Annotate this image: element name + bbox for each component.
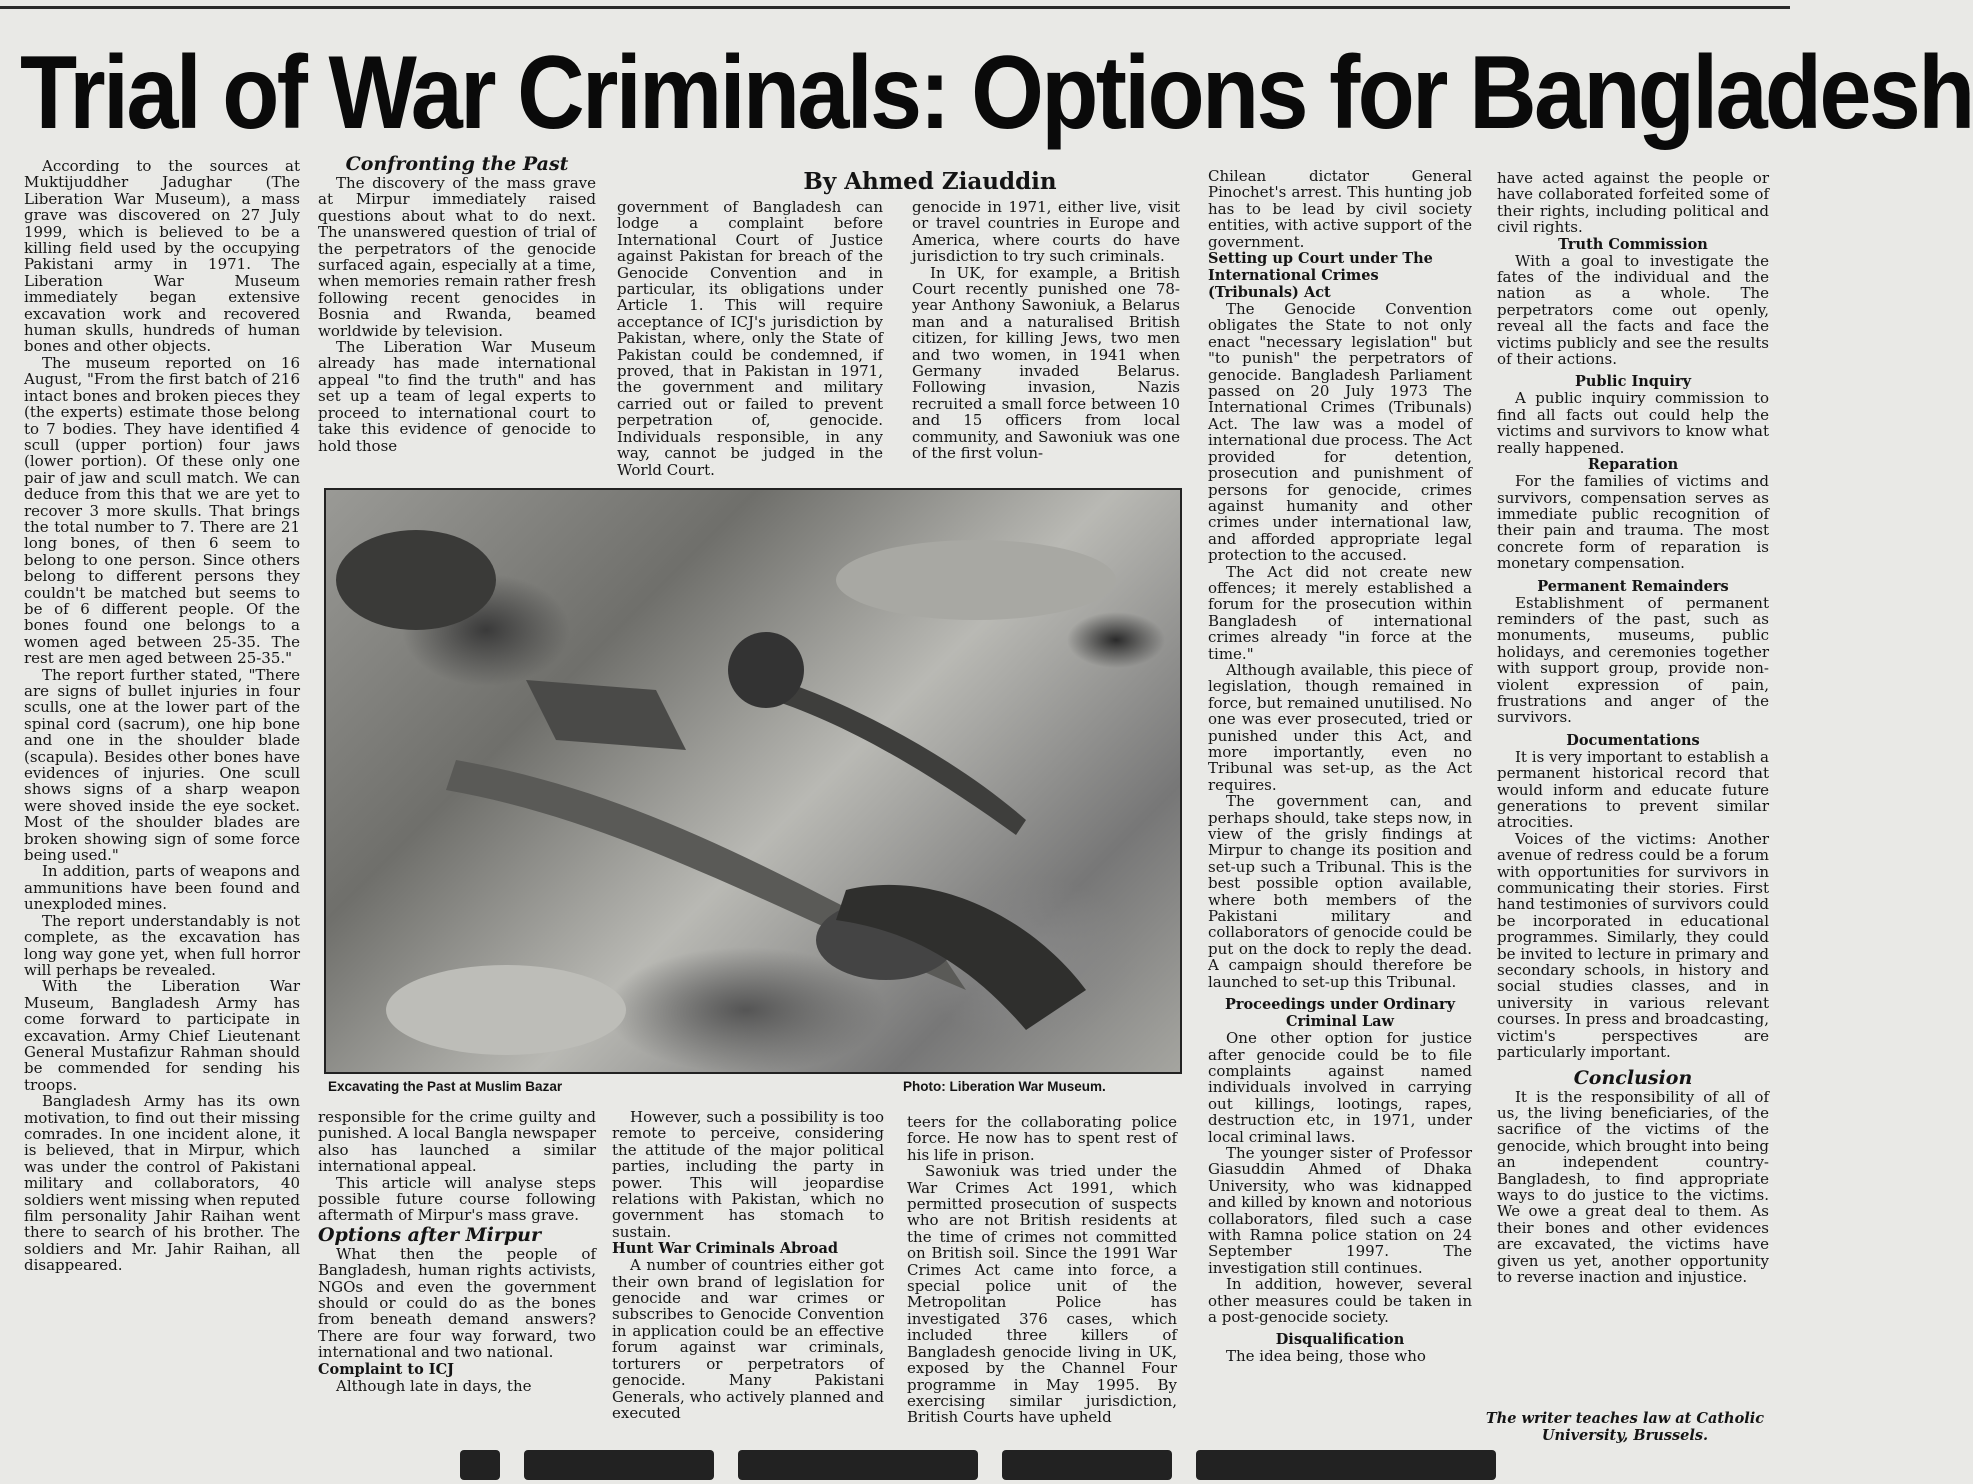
paragraph: The report further stated, "There are signs of bullet injuries in four sculls, one at the lower part of the spinal cord (sacrum), one hip bone and one in the shoulder blade (scapula). Besides other bones have evidences of injuries. One scull shows signs of a sharp weapon were shoved inside the eye socket. Most of the shoulder blades are broken showing sign of some force being used." (24, 665, 300, 865)
section-heading-conclusion: Conclusion (1573, 1066, 1693, 1089)
column-2-bottom (318, 1109, 596, 1434)
subheading-truth-commission: Truth Commission (1558, 235, 1708, 253)
photo-caption: Excavating the Past at Muslim Bazar (328, 1079, 563, 1094)
column-5 (1208, 168, 1472, 1438)
section-heading-options: Options after Mirpur (318, 1223, 541, 1246)
paragraph: With a goal to investigate the fates of the individual and the nation as a whole. The perpetrators come out openly, reveal all the facts and face the victims publicly and see the results of their actions. (1497, 251, 1769, 369)
paragraph: For the families of victims and survivors, compensation serves as immediate public recognition of their pain and trauma. The most concrete form of reparation is monetary compensation. (1497, 472, 1769, 573)
subheading-ordinary-criminal-law: Proceedings under Ordinary Criminal Law (1224, 996, 1456, 1031)
paragraph: Voices of the victims: Another avenue of redress could be a forum with opportunities for survivors in communicating their stories. First hand testimonies of survivors could be incorporated in educational programmes. Similarly, they could be invited to lecture in primary and secondary schools, in history and social studies classes, and in university in various relevant courses. In press and broadcasting, victim's perspectives are particularly important. (1497, 829, 1769, 1062)
paragraph: Chilean dictator General Pinochet's arrest. This hunting job has to be lead by civil society entities, with active support of the government. (1208, 167, 1472, 251)
paragraph: The idea being, those who (1226, 1347, 1426, 1366)
next-article-headline-fragment (460, 1450, 1710, 1466)
subheading-documentations: Documentations (1566, 731, 1700, 749)
subheading-public-inquiry: Public Inquiry (1574, 373, 1692, 391)
paragraph: One other option for justice after genocide could be to file complaints against named individuals involved in carrying out killings, lootings, rapes, destruction etc, in 1971, under local criminal laws. (1208, 1029, 1472, 1146)
subheading-reparation: Reparation (1587, 456, 1679, 474)
paragraph: genocide in 1971, either live, visit or travel countries in Europe and America, where courts do have jurisdiction to try such criminals. (912, 198, 1180, 266)
paragraph: Although available, this piece of legislation, though remained in force, but remained unutilised. No one was ever prosecuted, tried or punished under this Act, and more importantly, even no Tribunal was set-up, as the Act requires. (1208, 660, 1472, 794)
top-rule (0, 6, 1790, 9)
page-headline: Trial of War Criminals: Options for Bangladesh (20, 35, 1973, 151)
soil-shape (336, 530, 496, 630)
photo-credit: Photo: Liberation War Museum. (903, 1079, 1106, 1094)
paragraph: Bangladesh Army has its own motivation, to find out their missing comrades. In one incident alone, it is believed, that in Mirpur, which was under the control of Pakistani military and collaborators, 40 soldiers went missing when reputed film personality Jahir Raihan went there to search of his brother. The soldiers and Mr. Jahir Raihan, all disappeared. (24, 1092, 300, 1275)
paragraph: What then the people of Bangladesh, human rights activists, NGOs and even the government should or could do as the bones from beneath demand answers? There are four way forward, two international and two national. (318, 1244, 596, 1362)
cloth-shape (836, 540, 1116, 620)
subheading-disqualification: Disqualification (1275, 1331, 1405, 1349)
paragraph: Sawoniuk was tried under the War Crimes Act 1991, which permitted prosecution of suspects who are not British residents at the time of crimes not committed on British soil. Since the 1991 War Crimes Act came into force, a special police unit of the Metropolitan Police has investigated 376 cases, which included three killers of Bangladesh genocide living in UK, exposed by the Channel Four programme in May 1995. By exercising similar jurisdiction, British Courts have upheld (907, 1162, 1177, 1427)
paragraph: The report understandably is not complete, as the excavation has long way gone yet, when full horror will perhaps be revealed. (24, 911, 300, 979)
column-1 (24, 158, 300, 1430)
paragraph: The Genocide Convention obligates the State to not only enact "necessary legislation" but "to punish" the perpetrators of genocide. Bangladesh Parliament passed on 20 July 1973 The International Crimes (Tribunals) Act. The law was a model of international due process. The Act provided for detention, prosecution and punishment of persons for genocide, crimes against humanity and other crimes under international law, and afforded appropriate legal protection to the accused. (1208, 300, 1472, 565)
paragraph: The Act did not create new offences; it merely established a forum for the prosecution within Bangladesh of international crimes already "in force at the time." (1208, 562, 1472, 663)
paragraph: It is the responsibility of all of us, the living beneficiaries, of the sacrifice of the victims of the genocide, which brought into being an independent country-Bangladesh, to find appropriate ways to do justice to the victims. We owe a great deal to them. As their bones and other evidences are excavated, the victims have given us yet, another opportunity to reverse inaction and injustice. (1497, 1087, 1769, 1286)
paragraph: The Liberation War Museum already has made international appeal "to find the truth" and has set up a team of legal experts to proceed to international court to take this evidence of genocide to hold those (318, 338, 596, 455)
bone-fragment-shape (526, 680, 686, 750)
bones-illustration (326, 490, 1184, 1076)
paragraph: It is very important to establish a permanent historical record that would inform and educate future generations to prevent similar atrocities. (1497, 747, 1769, 832)
paragraph: In addition, however, several other measures could be taken in a post-genocide society. (1208, 1275, 1472, 1326)
cloth-shape (386, 965, 626, 1055)
section-heading-confronting: Confronting the Past (345, 153, 569, 175)
subheading-permanent-remainders: Permanent Remainders (1537, 577, 1729, 595)
column-4-bottom (907, 1114, 1177, 1434)
paragraph: Although late in days, the (336, 1376, 532, 1395)
paragraph: The museum reported on 16 August, "From the first batch of 216 intact bones and broken pieces they (the experts) estimate those belong to 7 bodies. They have identified 4 scull (upper portion) four jaws (lower portion). Of these only one pair of jaw and scull match. We can deduce from this that we are yet to recover 3 more skulls. That brings the total number to 7. There are 21 long bones, of then 6 seem to belong to one person. Since others belong to different persons they couldn't be matched but seems to be of 6 different people. Of the bones found one belongs to a women aged between 25-35. The rest are men aged between 25-35." (24, 353, 300, 668)
paragraph: The discovery of the mass grave at Mirpur immediately raised questions about what to do next. The unanswered question of trial of the perpetrators of the genocide surfaced again, especially at a time, when memories remain rather fresh following recent genocides in Bosnia and Rwanda, beamed worldwide by television. (318, 174, 596, 340)
paragraph: The government can, and perhaps should, take steps now, in view of the grisly findings at Mirpur to change its position and set-up such a Tribunal. This is the best possible option available, where both members of the Pakistani military and collaborators of genocide could be put on the dock to reply the dead. A campaign should therefore be launched to set-up this Tribunal. (1208, 792, 1472, 991)
paragraph: responsible for the crime guilty and punished. A local Bangla newspaper also has launched a similar international appeal. (318, 1108, 596, 1176)
subheading-setting-up-court: Setting up Court under The International Crimes (Tribunals) Act (1208, 250, 1433, 302)
paragraph: With the Liberation War Museum, Bangladesh Army has come forward to participate in excavation. Army Chief Lieutenant General Mustafizur Rahman should be commended for sending his troops. (24, 977, 300, 1094)
paragraph: A number of countries either got their own brand of legislation for genocide and war crimes or subscribes to Genocide Convention in application could be an effective forum against war criminals, torturers or perpetrators of genocide. Many Pakistani Generals, who actively planned and executed (612, 1256, 884, 1422)
excavation-photo (324, 488, 1182, 1074)
paragraph: teers for the collaborating police force. He now has to spent rest of his life in prison. (907, 1113, 1177, 1164)
column-6 (1497, 170, 1769, 1408)
paragraph: However, such a possibility is too remote to perceive, considering the attitude of the major political parties, including the party in power. This will jeopardise relations with Pakistan, which no government has stomach to sustain. (612, 1108, 884, 1241)
column-3-bottom (612, 1109, 884, 1434)
bone-joint-shape (728, 632, 804, 708)
paragraph: In addition, parts of weapons and ammunitions have been found and unexploded mines. (24, 862, 300, 914)
paragraph: government of Bangladesh can lodge a complaint before International Court of Justice against Pakistan for breach of the Genocide Convention and in particular, its obligations under Article 1. This will require acceptance of ICJ's jurisdiction by Pakistan, where, only the State of Pakistan could be condemned, if proved, that in Pakistan in 1971, the government and military carried out or failed to prevent perpetration of, genocide. Individuals responsible, in any way, cannot be judged in the World Court. (617, 198, 883, 479)
paragraph: According to the sources at Muktijuddher Jadughar (The Liberation War Museum), a mass grave was discovered on 27 July 1999, which is believed to be a killing field used by the occupying Pakistani army in 1971. The Liberation War Museum immediately began extensive excavation work and recovered human skulls, hundreds of human bones and other objects. (24, 157, 300, 356)
subheading-hunt-abroad: Hunt War Criminals Abroad (612, 1240, 839, 1258)
paragraph: In UK, for example, a British Court recently punished one 78-year Anthony Sawoniuk, a Belarus man and a naturalised British citizen, for killing Jews, two men and two women, in 1941 when Germany invaded Belarus. Following invasion, Nazis recruited a small force between 10 and 15 officers from local community, and Sawoniuk was one of the first volun- (912, 263, 1180, 463)
paragraph: This article will analyse steps possible future course following aftermath of Mirpur's mass grave. (318, 1173, 596, 1225)
column-2-top (318, 153, 596, 483)
column-4-top (912, 199, 1180, 483)
paragraph: A public inquiry commission to find all facts out could help the victims and survivors to know what really happened. (1497, 389, 1769, 457)
subheading-complaint-icj: Complaint to ICJ (318, 1360, 454, 1378)
writer-note: The writer teaches law at Catholic University, Brussels. (1485, 1410, 1765, 1444)
paragraph: The younger sister of Professor Giasuddin Ahmed of Dhaka University, who was kidnapped and killed by known and notorious collaborators, filed such a case with Ramna police station on 24 September 1997. The investigation still continues. (1208, 1143, 1472, 1277)
column-3-top (617, 199, 883, 483)
paragraph: Establishment of permanent reminders of the past, such as monuments, museums, public holidays, and ceremonies together with support group, provide non-violent expression of pain, frustrations and anger of the survivors. (1497, 593, 1769, 727)
byline: By Ahmed Ziauddin (803, 168, 1057, 195)
paragraph: have acted against the people or have collaborated forfeited some of their rights, including political and civil rights. (1497, 169, 1769, 237)
